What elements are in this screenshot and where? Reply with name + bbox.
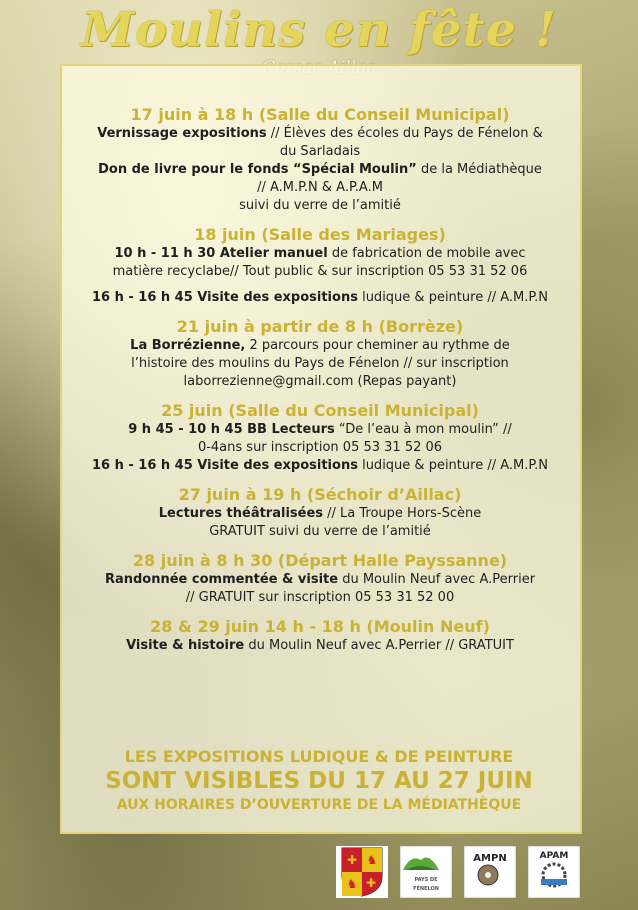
event-line-text: // Élèves des écoles du Pays de Fénelon & <box>266 126 543 141</box>
event-date: 28 juin à 8 h 30 (Départ Halle Payssanne) <box>132 551 508 570</box>
event-line-text: “De l’eau à mon moulin” // <box>334 422 512 437</box>
event-line-text: 2 parcours pour cheminer au rythme de <box>245 338 510 353</box>
event-date: 17 juin à 18 h (Salle du Conseil Municipal) <box>130 105 510 124</box>
event-line-bold: Don de livre pour le fonds “Spécial Moulin” <box>98 162 417 177</box>
event-line-bold: 16 h - 16 h 45 Visite des expositions <box>91 290 358 305</box>
event-date: 21 juin à partir de 8 h (Borrèze) <box>176 317 464 336</box>
ampn-logo <box>464 846 516 898</box>
event-line-text: // A.M.P.N & A.P.A.M <box>257 180 383 195</box>
event-line <box>58 421 582 439</box>
event-line-text: matière recyclabe// Tout public & sur inscription 05 53 31 52 06 <box>112 264 528 279</box>
event-line-bold: 9 h 45 - 10 h 45 BB Lecteurs <box>128 422 335 437</box>
event-line-text: de la Médiathèque <box>416 162 542 177</box>
event-line-bold: 10 h - 11 h 30 Atelier manuel <box>114 246 328 261</box>
event-line-bold: Lectures théâtralisées <box>158 506 324 521</box>
event-line <box>58 373 582 391</box>
event-line-text: laborrezienne@gmail.com (Repas payant) <box>183 374 457 389</box>
event-line <box>58 289 582 307</box>
svg-text:♞: ♞ <box>366 853 378 867</box>
event-line <box>58 161 582 179</box>
event-section <box>58 316 582 391</box>
event-line-text: du Moulin Neuf avec A.Perrier // GRATUIT <box>244 638 514 653</box>
event-line-text: GRATUIT suivi du verre de l’amitié <box>209 524 431 539</box>
event-line <box>58 179 582 197</box>
event-line-text: // La Troupe Hors-Scène <box>323 506 482 521</box>
event-line <box>58 637 582 655</box>
svg-text:✚: ✚ <box>365 876 377 890</box>
apam-label: APAM <box>539 850 569 861</box>
event-line <box>58 439 582 457</box>
svg-text:♞: ♞ <box>346 877 358 891</box>
ampn-label: AMPN <box>473 852 507 864</box>
event-line <box>58 505 582 523</box>
event-date: 28 & 29 juin 14 h - 18 h (Moulin Neuf) <box>150 617 490 636</box>
event-date: 25 juin (Salle du Conseil Municipal) <box>161 401 479 420</box>
event-line-text: ludique & peinture // A.M.P.N <box>357 458 549 473</box>
event-section <box>58 616 582 655</box>
notice-line-1: LES EXPOSITIONS LUDIQUE & DE PEINTURE <box>124 747 514 766</box>
event-line <box>58 263 582 281</box>
event-line <box>58 589 582 607</box>
event-date: 27 juin à 19 h (Séchoir d’Aillac) <box>178 485 462 504</box>
event-line-bold: Randonnée commentée & visite <box>104 572 339 587</box>
event-line <box>58 197 582 215</box>
poster-title: Moulins en fête ! <box>81 2 557 58</box>
pays-de-fenelon-logo <box>400 846 452 898</box>
event-section <box>58 550 582 607</box>
event-line <box>58 523 582 541</box>
event-line <box>58 125 582 143</box>
svg-text:✚: ✚ <box>346 853 358 867</box>
event-line-text: 0-4ans sur inscription 05 53 31 52 06 <box>197 440 443 455</box>
event-list <box>58 104 582 664</box>
event-line-text: suivi du verre de l’amitié <box>239 198 401 213</box>
event-line-bold: Visite & histoire <box>126 638 245 653</box>
event-section <box>58 400 582 475</box>
event-line <box>58 457 582 475</box>
event-line <box>58 245 582 263</box>
apam-logo <box>528 846 580 898</box>
event-section <box>58 104 582 215</box>
event-section <box>58 484 582 541</box>
coat-of-arms-icon <box>336 846 388 898</box>
event-line <box>58 337 582 355</box>
event-line-text: du Sarladais <box>279 144 361 159</box>
event-line-text: // GRATUIT sur inscription 05 53 31 52 00 <box>185 590 455 605</box>
notice-line-3: AUX HORAIRES D’OUVERTURE DE LA MÉDIATHÈQUE <box>116 797 522 813</box>
event-line-text: de fabrication de mobile avec <box>327 246 526 261</box>
event-line-text: ludique & peinture // A.M.P.N <box>357 290 549 305</box>
notice-line-2: SONT VISIBLES DU 17 AU 27 JUIN <box>105 768 533 794</box>
event-line-bold: 16 h - 16 h 45 Visite des expositions <box>91 458 358 473</box>
event-line-bold: La Borrézienne, <box>130 338 246 353</box>
event-date: 18 juin (Salle des Mariages) <box>194 225 446 244</box>
pays-de-fenelon-label: PAYS DE FÉNELON <box>413 877 439 892</box>
event-line <box>58 355 582 373</box>
event-line-text: l’histoire des moulins du Pays de Fénelon // sur inscription <box>131 356 509 371</box>
event-line <box>58 571 582 589</box>
event-line-bold: Vernissage expositions <box>97 126 267 141</box>
partner-logos <box>336 846 580 898</box>
event-section <box>58 224 582 307</box>
event-line <box>58 143 582 161</box>
exhibition-notice <box>0 746 638 815</box>
event-line-text: du Moulin Neuf avec A.Perrier <box>338 572 536 587</box>
